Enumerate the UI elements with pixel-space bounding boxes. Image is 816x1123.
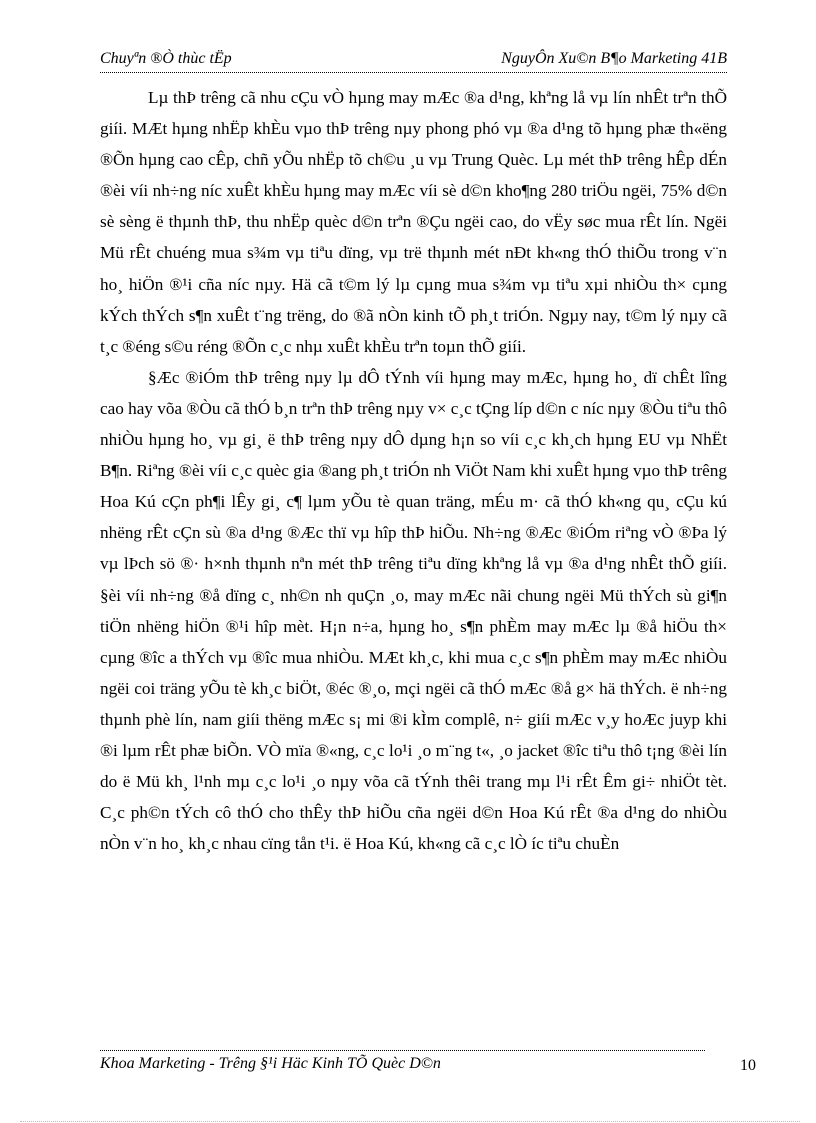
bottom-divider <box>20 1121 800 1122</box>
page-number: 10 <box>740 1057 756 1074</box>
paragraph-1: Lµ thÞ trêng cã nhu cÇu vÒ hµng may mÆc ®a d¹ng, khªng lå vµ lín nhÊt trªn thÕ giíi. MÆt hµng nhËp khÈu vµo thÞ trêng nµy phong phó vµ ®a d¹ng tõ hµng phæ th«ëng ®Õn hµng cao cÊp, chñ yÕu nhËp tõ ch©u ¸u vµ Trung Quèc. Lµ mét thÞ trêng hÊp dÉn ®èi víi nh÷ng níc xuÊt khÈu hµng may mÆc víi sè d©n kho¶ng 280 triÖu ngëi, 75% d©n sè sèng ë thµnh thÞ, thu nhËp quèc d©n trªn ®Çu ngëi cao, do vËy søc mua rÊt lín. Ngëi Mü rÊt chuéng mua s¾m vµ tiªu dïng, vµ trë thµnh mét nÐt kh«ng thÓ thiÕu trong v¨n ho¸ hiÖn ®¹i cña níc nµy. Hä cã t©m lý lµ cµng mua s¾m vµ tiªu xµi nhiÒu th× cµng kÝch thÝch s¶n xuÊt t¨ng trëng, do ®ã nÒn kinh tÕ ph¸t triÓn. Ngµy nay, t©m lý nµy cã t¸c ®éng s©u réng ®Õn c¸c nhµ xuÊt khÈu trªn toµn thÕ giíi. <box>100 88 727 356</box>
header-left-text: Chuyªn ®Ò thùc tËp <box>100 50 232 67</box>
footer-divider <box>100 1050 705 1051</box>
body-text <box>100 82 727 859</box>
page-header <box>100 50 727 73</box>
header-right-text: NguyÔn Xu©n B¶o Marketing 41B <box>501 50 727 67</box>
paragraph-2: §Æc ®iÓm thÞ trêng nµy lµ dÔ tÝnh víi hµng may mÆc, hµng ho¸ dï chÊt lîng cao hay võa ®Òu cã thÓ b¸n trªn thÞ trêng nµy v× c¸c tÇng líp d©n c níc nµy ®Òu tiªu thô nhiÒu hµng ho¸ vµ gi¸ ë thÞ trêng nµy dÔ dµng h¡n so víi c¸c kh¸ch hµng EU vµ NhËt B¶n. Riªng ®èi víi c¸c quèc gia ®ang ph¸t triÓn nh ViÖt Nam khi xuÊt hµng vµo thÞ trêng Hoa Kú cÇn ph¶i lÊy gi¸ c¶ lµm yÕu tè quan träng, mÉu m· cã thÓ kh«ng qu¸ cÇu kú nhëng rÊt cÇn sù ®a d¹ng ®Æc thï vµ hîp thÞ hiÕu. Nh÷ng ®Æc ®iÓm riªng vÒ ®Þa lý vµ lÞch sö ®· h×nh thµnh nªn mét thÞ trêng tiªu dïng khªng lå vµ ®a d¹ng nhÊt thÕ giíi. §èi víi nh÷ng ®å dïng c¸ nh©n nh quÇn ¸o, may mÆc nãi chung ngëi Mü thÝch sù gi¶n tiÖn nhëng hiÖn ®¹i hîp mèt. H¡n n÷a, hµng ho¸ s¶n phÈm may mÆc lµ ®å hiÖu th× cµng ®îc a thÝch vµ ®îc mua nhiÒu. MÆt kh¸c, khi mua c¸c s¶n phÈm may mÆc nhiÒu ngëi coi träng yÕu tè kh¸c biÖt, ®éc ®¸o, mçi ngëi cã thÓ mÆc ®å g× hä thÝch. ë nh÷ng thµnh phè lín, nam giíi thëng mÆc s¡ mi ®i kÌm complê, n÷ giíi mÆc v¸y hoÆc juyp khi ®i lµm rÊt phæ biÕn. VÒ mïa ®«ng, c¸c lo¹i ¸o m¨ng t«, ¸o jacket ®îc tiªu thô t¡ng ®èi lín do ë Mü kh¸ l¹nh mµ c¸c lo¹i ¸o nµy võa cã tÝnh thêi trang mµ l¹i rÊt Êm gi÷ nhiÖt tèt. C¸c ph©n tÝch cô thÓ cho thÊy thÞ hiÕu cña ngëi d©n Hoa Kú rÊt ®a d¹ng do nhiÒu nÒn v¨n ho¸ kh¸c nhau cïng tån t¹i. ë Hoa Kú, kh«ng cã c¸c lÒ íc tiªu chuÈn <box>100 367 727 854</box>
page-footer <box>100 1055 760 1079</box>
footer-text: Khoa Marketing - Trêng §¹i Häc Kinh TÕ Quèc D©n <box>100 1055 441 1072</box>
